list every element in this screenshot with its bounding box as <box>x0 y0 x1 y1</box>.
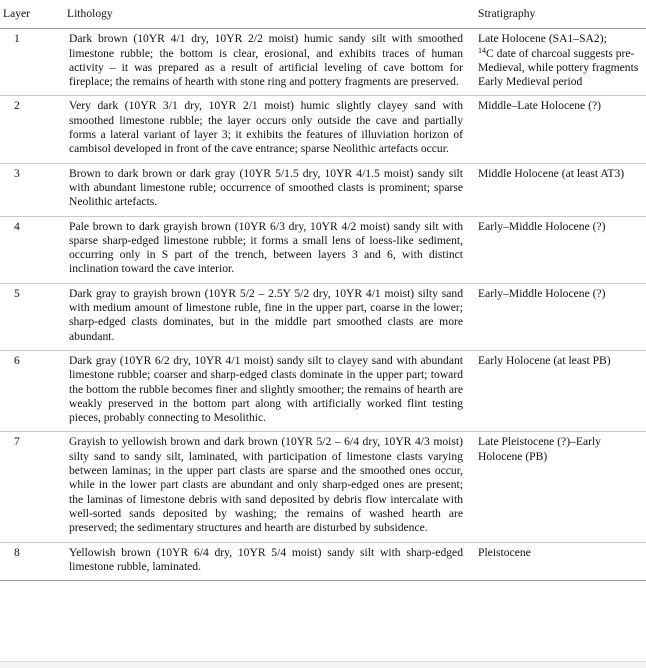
isotope-superscript: 14 <box>478 45 486 55</box>
column-header-stratigraphy: Stratigraphy <box>471 2 646 29</box>
table-row <box>0 216 646 283</box>
header-row <box>0 2 646 29</box>
lithology-description: Very dark (10YR 3/1 dry, 10YR 2/1 moist) humic slightly clayey sand with smoothed limestone rubble; the layer occurs only outside the cave and partially forms a lateral variant of layer 3; it exhibits the features of illuviation horizon of cambisol developed in front of the cave entrance; sparse Neolithic artefacts occur. <box>59 96 471 163</box>
lithology-description: Dark gray to grayish brown (10YR 5/2 – 2.5Y 5/2 dry, 10YR 4/1 moist) silty sand with medium amount of limestone ruble, fine in the upper part, coarse in the lower; sharp-edged clasts dominates, but in the middle part smoothed clasts are more abundant. <box>59 283 471 350</box>
stratigraphy-cell <box>471 29 646 96</box>
layer-number: 7 <box>0 432 59 542</box>
stratigraphy-text: Pleistocene <box>471 542 646 581</box>
table-header <box>0 2 646 29</box>
table-row <box>0 432 646 542</box>
column-header-lithology: Lithology <box>59 2 471 29</box>
stratigraphy-text: Late Pleistocene (?)–Early Holocene (PB) <box>471 432 646 542</box>
table-row <box>0 29 646 96</box>
stratigraphy-text: Late Holocene (SA1–SA2); <box>478 32 607 46</box>
table-row <box>0 163 646 216</box>
stratigraphy-table <box>0 2 646 581</box>
layer-number: 3 <box>0 163 59 216</box>
stratigraphy-text: Middle–Late Holocene (?) <box>471 96 646 163</box>
page-bottom-strip <box>0 661 646 668</box>
lithology-description: Dark gray (10YR 6/2 dry, 10YR 4/1 moist) sandy silt to clayey sand with abundant limestone rubble; coarser and sharp-edged clasts dominate in the upper part; toward the bottom the rubble becomes finer and slightly smoother; the remains of hearth are weakly preserved in the bottom part along with artificially worked flint testing pieces, probably connecting to Mesolithic. <box>59 350 471 431</box>
stratigraphy-text-continued: C date of charcoal suggests pre-Medieval, while pottery fragments Early Medieval period <box>478 46 639 89</box>
lithology-description: Pale brown to dark grayish brown (10YR 6/3 dry, 10YR 4/2 moist) sandy silt with sparse sharp-edged limestone rubble; it forms a small lens of loess-like sediment, occurring only in S part of the trench, between layers 3 and 6, with distinct inclination toward the cave interior. <box>59 216 471 283</box>
table-row <box>0 350 646 431</box>
stratigraphy-text: Early–Middle Holocene (?) <box>471 216 646 283</box>
table-row <box>0 283 646 350</box>
stratigraphy-text: Early–Middle Holocene (?) <box>471 283 646 350</box>
layer-number: 2 <box>0 96 59 163</box>
lithology-description: Grayish to yellowish brown and dark brown (10YR 5/2 – 6/4 dry, 10YR 4/3 moist) silty sand to sandy silt, laminated, with participation of limestone clasts varying between laminas; in the upper part clasts are sparse and the smoothed ones occur, while in the lower part clasts are abundant and only sharp-edged ones are present; the laminas of limestone debris with sand deposited by debris flow intercalate with well-sorted sands deposited by washing; the remains of washed hearth are preserved; the sedimentary structures and hearth are disturbed by subsidence. <box>59 432 471 542</box>
column-header-layer: Layer <box>0 2 59 29</box>
lithology-description: Dark brown (10YR 4/1 dry, 10YR 2/2 moist) humic sandy silt with smoothed limestone rubble; the bottom is clear, erosional, and exhibits traces of human activity – it was prepared as a result of artificial leveling of cave bottom for fireplace; the remains of hearth with stone ring and pottery fragments are preserved. <box>59 29 471 96</box>
table-body <box>0 29 646 581</box>
table-row <box>0 96 646 163</box>
layer-number: 4 <box>0 216 59 283</box>
layer-number: 6 <box>0 350 59 431</box>
layer-number: 5 <box>0 283 59 350</box>
lithology-description: Yellowish brown (10YR 6/4 dry, 10YR 5/4 moist) sandy silt with sharp-edged limestone rubble, laminated. <box>59 542 471 581</box>
stratigraphy-text: Middle Holocene (at least AT3) <box>471 163 646 216</box>
stratigraphy-text: Early Holocene (at least PB) <box>471 350 646 431</box>
layer-number: 8 <box>0 542 59 581</box>
table-row <box>0 542 646 581</box>
lithology-description: Brown to dark brown or dark gray (10YR 5/1.5 dry, 10YR 4/1.5 moist) sandy silt with abundant limestone ruble; occurrence of smoothed clasts is prominent; sparse Neolithic artefacts. <box>59 163 471 216</box>
layer-number: 1 <box>0 29 59 96</box>
